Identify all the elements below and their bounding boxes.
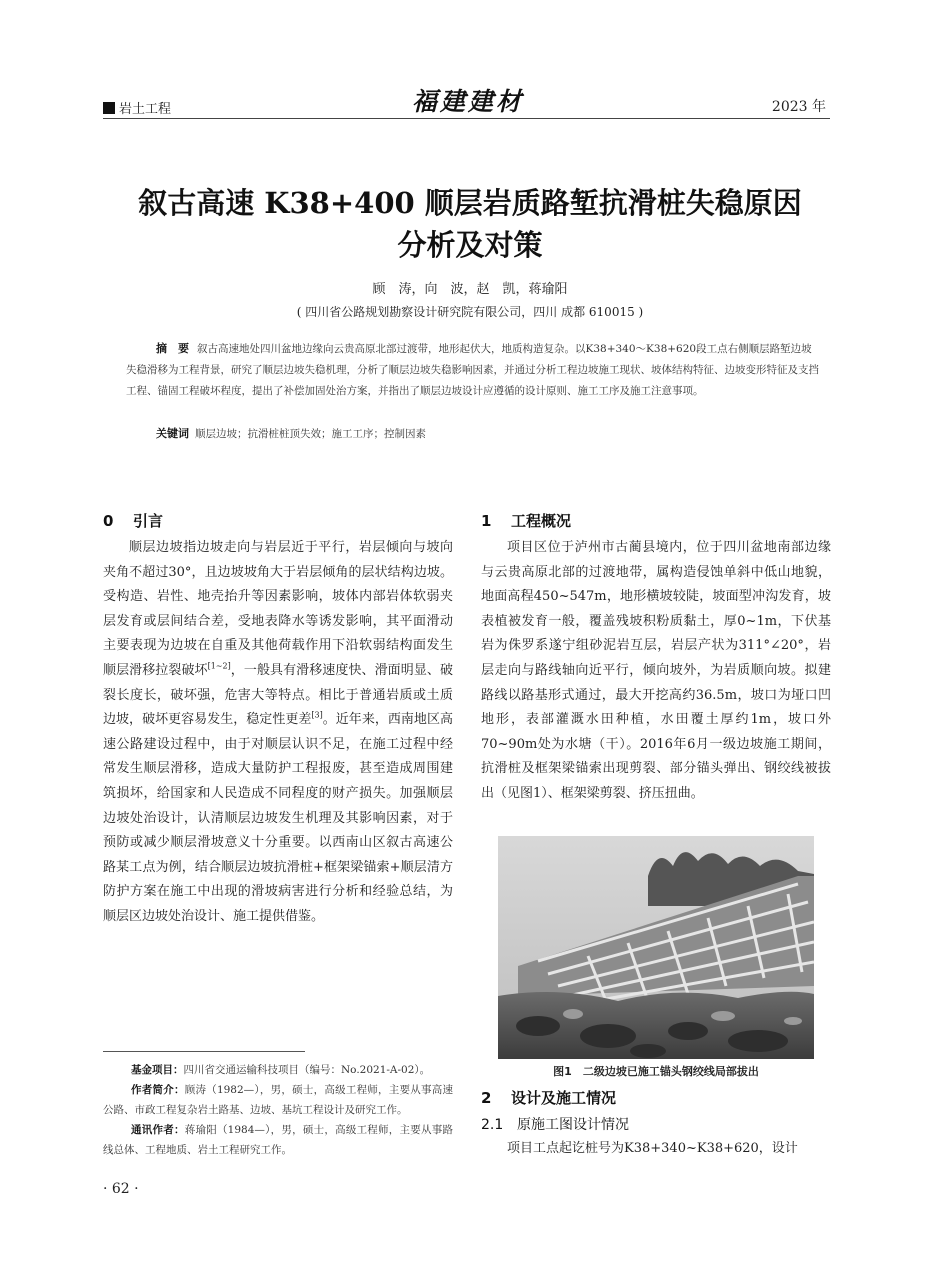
title-line-1: 叙古高速 K38+400 顺层岩质路堑抗滑桩失稳原因: [138, 186, 802, 220]
para-text: ，一般具有滑移速度快、滑面明显、破裂长度长，破坏强，危害大等特点。相比于普通岩质或土质边坡，破坏更容易发生，稳定性更差: [103, 662, 453, 728]
figure-1-photo: [498, 836, 814, 1059]
footnote-label: 通讯作者：: [131, 1124, 185, 1136]
footnote-corresponding: [103, 1120, 453, 1160]
citation: [1~2]: [207, 661, 231, 671]
footnote-text: 顾涛（1982—），男，硕士，高级工程师，主要从事高速公路、市政工程复杂岩土路基、边坡、基坑工程设计及研究工作。: [103, 1084, 453, 1116]
square-bullet-icon: [103, 102, 115, 114]
section-2-title: 设计及施工情况: [511, 1089, 617, 1107]
citation: [3]: [311, 710, 323, 720]
figure-1-caption: 图1 二级边坡已施工锚头钢绞线局部拔出: [553, 1065, 759, 1078]
journal-logo: 福建建材: [412, 87, 525, 116]
title-line-2: 分析及对策: [397, 228, 543, 262]
section-1-paragraph: 项目区位于泸州市古蔺县境内，位于四川盆地南部边缘与云贵高原北部的过渡地带，属构造侵蚀单斜中低山地貌，地面高程450~547m，地形横坡较陡，坡面型冲沟发育，坡表植被发育一般，覆盖残坡积粉质黏土，厚0~1m，下伏基岩为侏罗系遂宁组砂泥岩互层，岩层产状为311°∠20°，岩层走向与路线轴向近平行，倾向坡外，为岩质顺向坡。拟建路线以路基形式通过，最大开挖高约36.5m，坡口为垭口凹地形，表部灌溉水田种植，水田覆土厚约1m，坡口外70~90m处为水塘（干）。2016年6月一级边坡施工期间，抗滑桩及框架梁锚索出现剪裂、部分锚头弹出、钢绞线被拔出（见图1）、框架梁剪裂、挤压扭曲。: [481, 540, 831, 801]
section-0-number: 0: [103, 512, 114, 530]
footnote-author: [103, 1080, 453, 1120]
subsection-2-1-number: 2.1: [481, 1117, 504, 1133]
section-1-number: 1: [481, 512, 492, 530]
section-0-paragraph: [103, 536, 453, 930]
issue-year: 2023 年: [771, 99, 826, 115]
article-title: [100, 182, 840, 266]
page-number: · 62 ·: [103, 1181, 139, 1197]
para-text: 顺层边坡指边坡走向与岩层近于平行，岩层倾向与坡向夹角不超过30°，且边坡坡角大于岩层倾角的层状结构边坡。受构造、岩性、地壳抬升等因素影响，坡体内部岩体软弱夹层发育或层间结合差，受地表降水等诱发影响，其平面滑动主要表现为边坡在自重及其他荷载作用下沿软弱结构面发生顺层滑移拉裂破坏: [103, 540, 453, 678]
right-column: [481, 508, 831, 807]
keywords-text: 顺层边坡；抗滑桩桩顶失效；施工工序；控制因素: [195, 428, 426, 440]
header-rule: [103, 118, 830, 119]
left-column: [103, 508, 453, 930]
author-list: 顾 涛，向 波，赵 凯，蒋瑜阳: [372, 282, 568, 297]
subsection-2-1-heading: [481, 1113, 831, 1137]
keywords: [156, 423, 822, 445]
footnotes: [103, 1060, 453, 1160]
keywords-label: 关键词: [156, 427, 189, 440]
footnote-text: 蒋瑜阳（1984—），男，硕士，高级工程师，主要从事路线总体、工程地质、岩土工程研究工作。: [103, 1124, 453, 1156]
section-0-heading: [103, 508, 453, 534]
abstract: [126, 338, 822, 402]
section-tag: [103, 98, 171, 117]
subsection-2-1-title: 原施工图设计情况: [517, 1117, 629, 1133]
section-tag-label: 岩土工程: [119, 102, 172, 117]
footnote-fund: [103, 1060, 453, 1080]
section-2: [481, 1085, 831, 1161]
footnote-label: 作者简介：: [131, 1084, 185, 1096]
section-2-number: 2: [481, 1089, 492, 1107]
section-1-heading: [481, 508, 831, 534]
slope-photo-illustration: [498, 836, 814, 1059]
footnote-label: 基金项目：: [131, 1064, 184, 1076]
section-0-title: 引言: [133, 512, 164, 530]
section-2-paragraph: 项目工点起讫桩号为K38+340~K38+620，设计: [507, 1141, 798, 1156]
footnote-text: 四川省交通运输科技项目（编号：No.2021-A-02）。: [183, 1064, 431, 1076]
para-text: 。近年来，西南地区高速公路建设过程中，由于对顺层认识不足，在施工过程中经常发生顺层滑移，造成大量防护工程报废，甚至造成周围建筑损坏，给国家和人民造成不同程度的财产损失。加强顺层边坡处治设计，认清顺层边坡发生机理及其影响因素，对于预防或减少顺层滑坡意义十分重要。以西南山区叙古高速公路某工点为例，结合顺层边坡抗滑桩+框架梁锚索+顺层清方防护方案在施工中出现的滑坡病害进行分析和经验总结，为顺层区边坡处治设计、施工提供借鉴。: [103, 712, 453, 924]
section-2-heading: [481, 1085, 831, 1111]
running-header: [103, 82, 830, 120]
footnote-rule: [103, 1051, 305, 1052]
abstract-text: 叙古高速地处四川盆地边缘向云贵高原北部过渡带，地形起伏大，地质构造复杂。以K38+340～K38+620段工点右侧顺层路堑边坡失稳滑移为工程背景，研究了顺层边坡失稳机理，分析了顺层边坡失稳影响因素，并通过分析工程边坡施工现状、坡体结构特征、边坡变形特征及支挡工程、锚固工程破坏程度，提出了补偿加固处治方案，并指出了顺层边坡设计应遵循的设计原则、施工工序及施工注意事项。: [126, 343, 819, 397]
section-1-title: 工程概况: [511, 512, 572, 530]
abstract-label: 摘 要: [156, 342, 189, 355]
affiliation: ( 四川省公路规划勘察设计研究院有限公司，四川 成都 610015 ): [296, 305, 644, 319]
